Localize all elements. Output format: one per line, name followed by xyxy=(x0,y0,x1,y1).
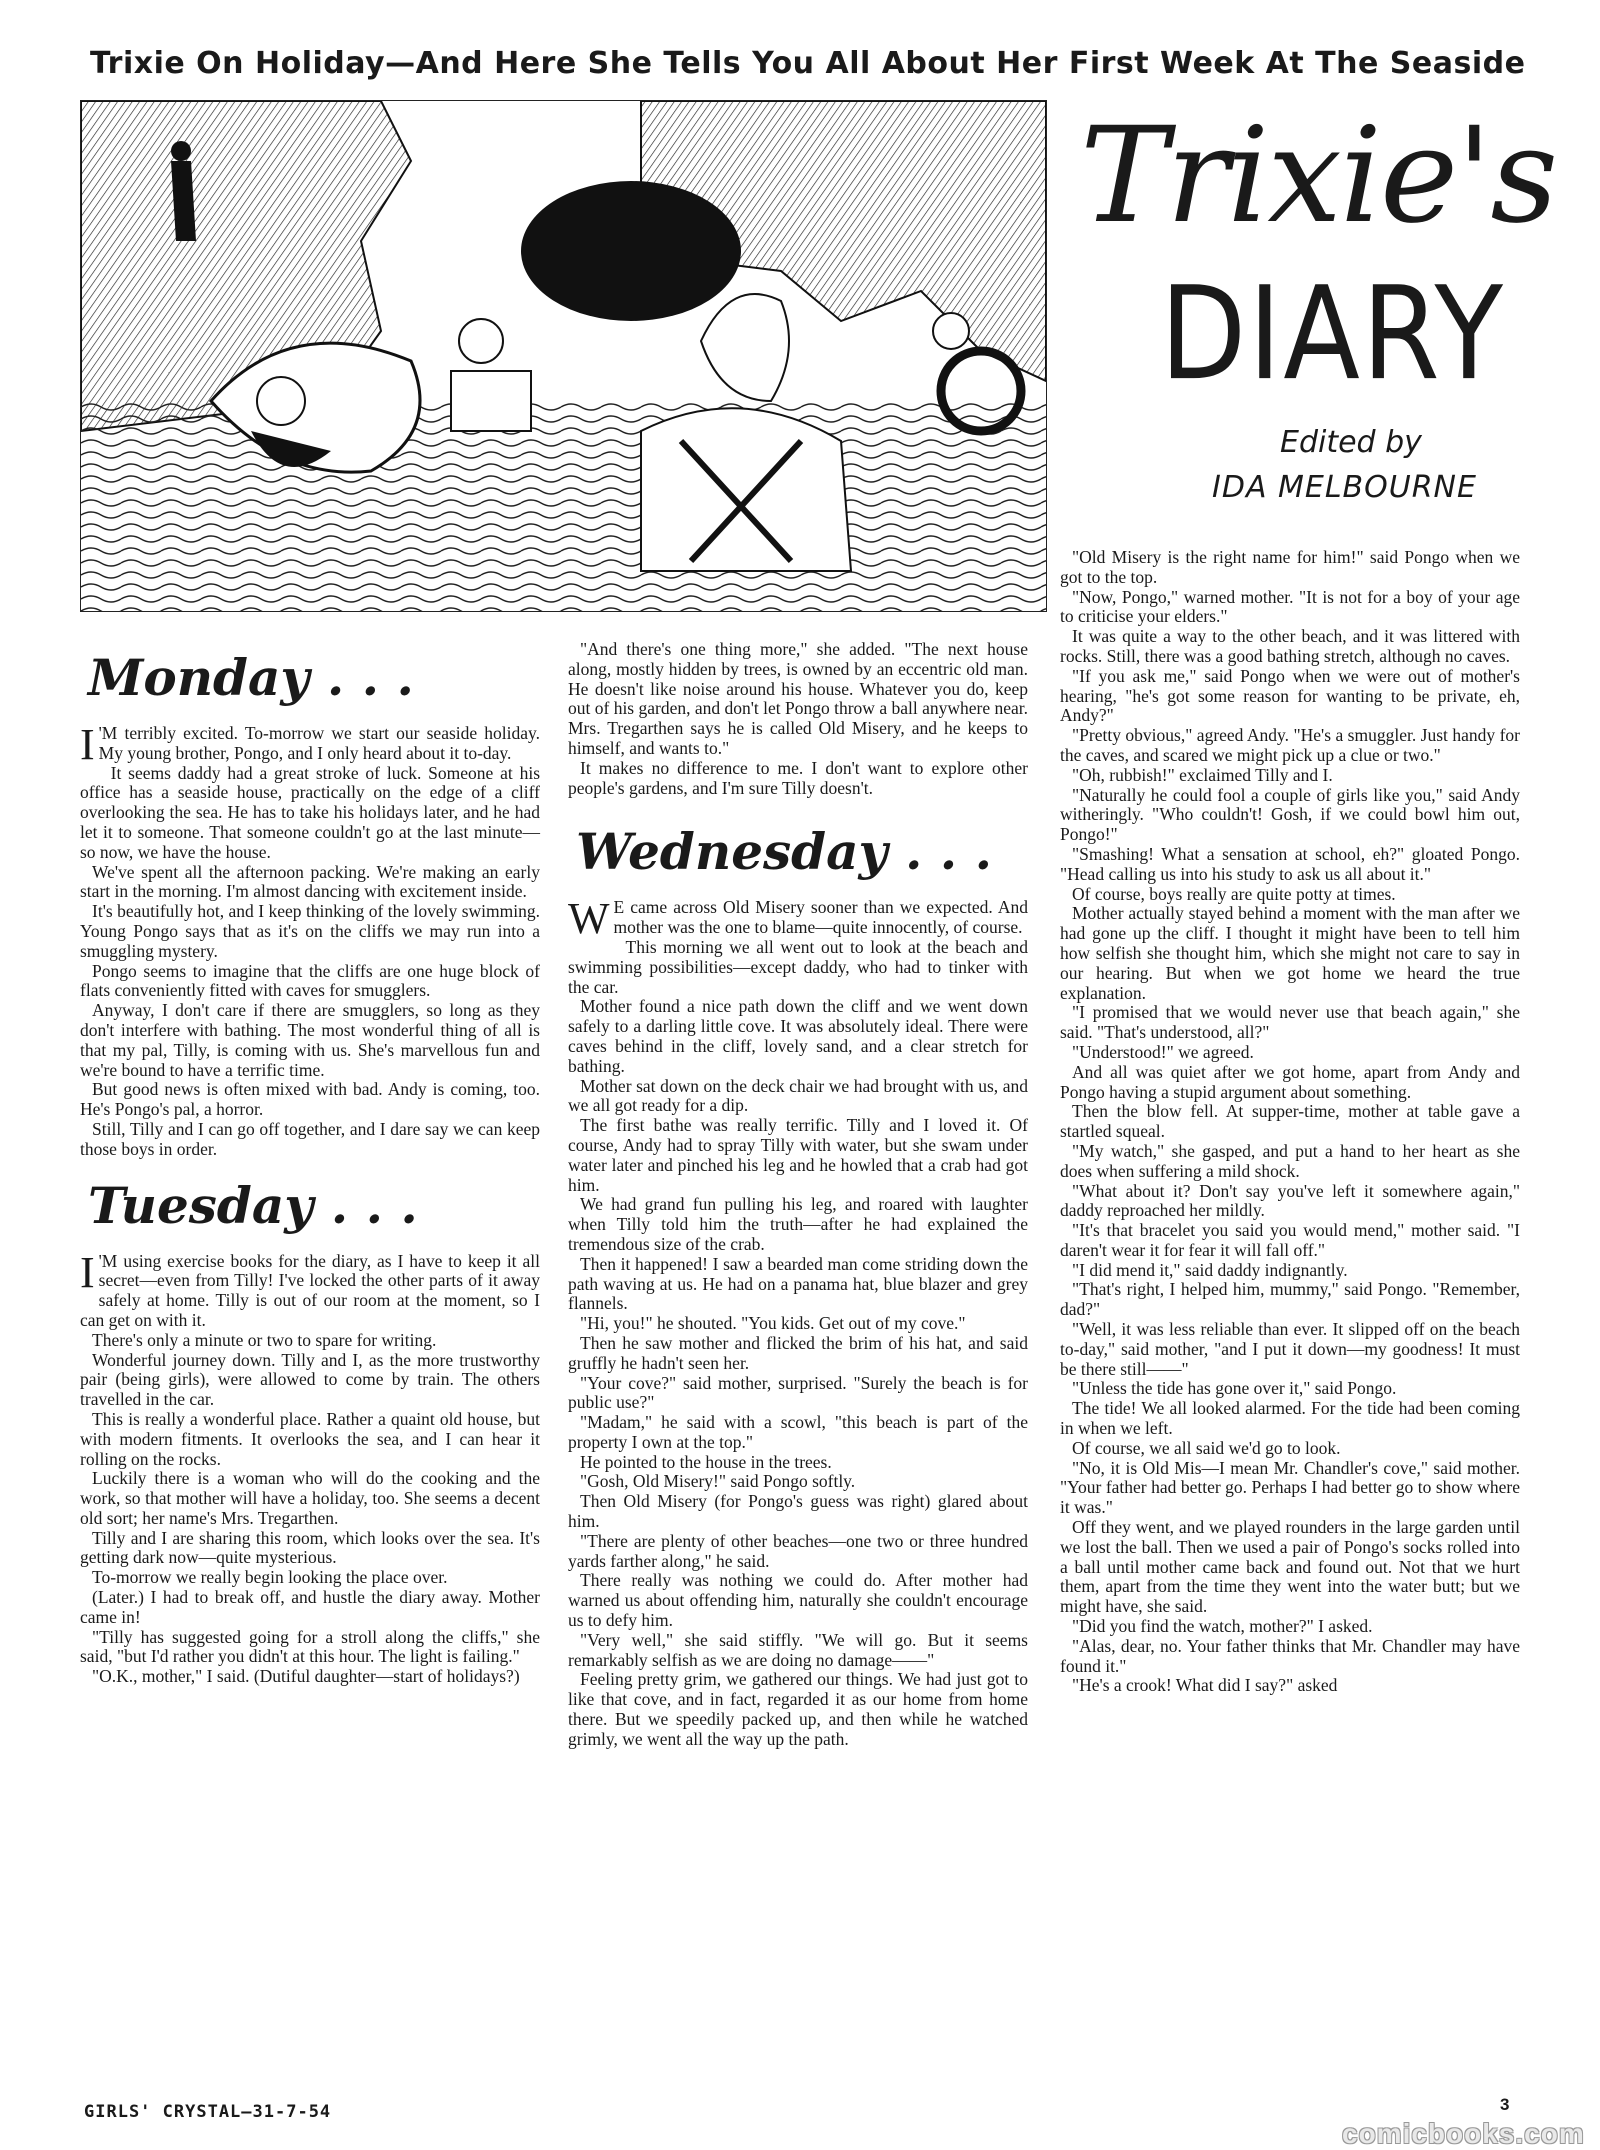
right-paragraph: "My watch," she gasped, and put a hand to her heart as she does when suffering a mild shock. xyxy=(1060,1140,1520,1181)
monday-paragraph: I 'M terribly excited. To-morrow we start our seaside holiday. My young brother, Pongo, and I only heard about it to-day. xyxy=(80,720,540,769)
right-paragraph: Of course, boys really are quite potty at times. xyxy=(1072,883,1396,904)
publication-footer: GIRLS' CRYSTAL—31-7-54 xyxy=(84,2102,332,2122)
monday-paragraph: Pongo seems to imagine that the cliffs are one huge block of flats conveniently fitted with caves for smugglers. xyxy=(80,960,540,1001)
tuesday-paragraph: "Tilly has suggested going for a stroll along the cliffs," she said, "but I'd rather you didn't at this hour. The light is failing." xyxy=(80,1626,540,1667)
right-paragraph: "I did mend it," said daddy indignantly. xyxy=(1072,1259,1348,1280)
monday-paragraph: We've spent all the afternoon packing. We're making an early start in the morning. I'm almost dancing with excitement inside. xyxy=(80,861,540,902)
wednesday-paragraph: "Madam," he said with a scowl, "this beach is part of the property I own at the top." xyxy=(568,1412,1028,1452)
middle-paragraph: It makes no difference to me. I don't want to explore other people's gardens, and I'm sure Tilly doesn't. xyxy=(568,757,1028,798)
wednesday-paragraph: "Very well," she said stiffly. "We will go. But it seems remarkably selfish as we are doing no damage——" xyxy=(568,1629,1028,1670)
monday-paragraph: But good news is often mixed with bad. Andy is coming, too. He's Pongo's pal, a horror. xyxy=(80,1079,540,1120)
seaside-cove-illustration xyxy=(80,100,1047,612)
drop-cap: W xyxy=(568,894,610,944)
wednesday-paragraph: "Your cove?" said mother, surprised. "Surely the beach is for public use?" xyxy=(568,1372,1028,1413)
wednesday-paragraph: Then he saw mother and flicked the brim of his hat, and said gruffly he hadn't seen her. xyxy=(568,1332,1028,1373)
right-paragraph: "That's right, I helped him, mummy," said Pongo. "Remember, dad?" xyxy=(1060,1279,1520,1320)
tuesday-paragraph: There's only a minute or two to spare for writing. xyxy=(92,1329,437,1350)
right-paragraph: Of course, we all said we'd go to look. xyxy=(1072,1437,1341,1458)
wednesday-paragraph: This morning we all went out to look at the beach and swimming possibilities—except daddy, who had to tinker with the car. xyxy=(568,936,1028,997)
right-paragraph: Mother actually stayed behind a moment with the man after we had gone up the cliff. I thought it might have been to tell him how selfish she thought him, which she might not care to say in our hearing. But when we got home we heard the true explanation. xyxy=(1060,903,1520,1003)
drop-cap: I xyxy=(80,720,95,769)
column-right xyxy=(1060,548,1520,1696)
right-paragraph: "Naturally he could fool a couple of girls like you," said Andy witheringly. "Who couldn't! Gosh, if we could bowl him out, Pongo!" xyxy=(1060,784,1520,845)
right-paragraph: "Understood!" we agreed. xyxy=(1072,1041,1254,1062)
seaside-cove-illustration-drawing xyxy=(81,101,1046,611)
tuesday-paragraph: To-morrow we really begin looking the place over. xyxy=(92,1567,448,1588)
wednesday-paragraph: The first bathe was really terrific. Tilly and I loved it. Of course, Andy had to spray Tilly with water, but she swam under water later and pinched his leg and he howled that a crab had got him. xyxy=(568,1115,1028,1195)
drop-cap: I xyxy=(80,1247,95,1297)
wednesday-paragraph: W E came across Old Misery sooner than we expected. And mother was the one to blame—quite innocently, of course. xyxy=(568,894,1028,944)
wednesday-paragraph: "There are plenty of other beaches—one two or three hundred yards farther along," he said. xyxy=(568,1530,1028,1571)
column-left xyxy=(80,640,540,1687)
page-number: 3 xyxy=(1500,2095,1510,2114)
right-paragraph: And all was quiet after we got home, apart from Andy and Pongo having a stupid argument about something. xyxy=(1060,1061,1520,1102)
wednesday-paragraph: Then it happened! I saw a bearded man come striding down the path waving at us. He had on a panama hat, blue blazer and grey flannels. xyxy=(568,1253,1028,1314)
editor-name: IDA MELBOURNE xyxy=(1212,470,1477,505)
wednesday-paragraph: We had grand fun pulling his leg, and roared with laughter when Tilly told him the truth—after he had explained the tremendous size of the crab. xyxy=(568,1194,1028,1254)
tuesday-paragraph: "O.K., mother," I said. (Dutiful daughter—start of holidays?) xyxy=(92,1666,520,1687)
wednesday-paragraph: "Hi, you!" he shouted. "You kids. Get out of my cove." xyxy=(580,1313,966,1334)
right-paragraph: "I promised that we would never use that beach again," she said. "That's understood, all?" xyxy=(1060,1002,1520,1043)
right-paragraph: "Now, Pongo," warned mother. "It is not for a boy of your age to criticise your elders." xyxy=(1060,586,1520,627)
right-paragraph: "No, it is Old Mis—I mean Mr. Chandler's cove," said mother. "Your father had better go. Perhaps I had better go to show where it was." xyxy=(1060,1457,1520,1518)
wednesday-paragraph: There really was nothing we could do. After mother had warned us about offending him, naturally she couldn't encourage us to defy him. xyxy=(568,1570,1028,1631)
column-middle xyxy=(568,640,1028,1750)
right-paragraph: "Did you find the watch, mother?" I asked. xyxy=(1072,1616,1373,1637)
right-paragraph: "Smashing! What a sensation at school, eh?" gloated Pongo. "Head calling us into his study to ask us all about it." xyxy=(1060,843,1520,884)
right-paragraph: "It's that bracelet you said you would mend," mother said. "I daren't wear it for fear it will fall off." xyxy=(1060,1220,1520,1260)
heading-tuesday: Tuesday . . . xyxy=(88,1175,418,1235)
title-script: Trixie's xyxy=(1080,99,1557,253)
monday-paragraph: It seems daddy had a great stroke of luck. Someone at his office has a seaside house, practically on the edge of a cliff overlooking the sea. He has to take his holidays later, and he had let it to someone. That someone couldn't go at the last minute—so now, we have the house. xyxy=(80,762,540,862)
monday-paragraph: Still, Tilly and I can go off together, and I dare say we can keep those boys in order. xyxy=(80,1118,540,1159)
right-paragraph: "Well, it was less reliable than ever. It slipped off on the beach to-day," said mother, "and I put it down—my goodness! It must be there still——" xyxy=(1060,1319,1520,1379)
watermark: comicbooks.com xyxy=(1342,2118,1585,2149)
right-paragraph: "What about it? Don't say you've left it somewhere again," daddy reproached her mildly. xyxy=(1060,1180,1520,1221)
right-paragraph: It was quite a way to the other beach, and it was littered with rocks. Still, there was a good bathing stretch, although no caves. xyxy=(1060,626,1520,666)
page-headline: Trixie On Holiday—And Here She Tells You All About Her First Week At The Seaside xyxy=(90,46,1526,81)
right-paragraph: The tide! We all looked alarmed. For the tide had been coming in when we left. xyxy=(1060,1398,1520,1439)
right-paragraph: "If you ask me," said Pongo when we were out of mother's hearing, "he's got some reason for wanting to be private, eh, Andy?" xyxy=(1060,665,1520,726)
wednesday-paragraph: "Gosh, Old Misery!" said Pongo softly. xyxy=(580,1471,856,1492)
tuesday-paragraph: Wonderful journey down. Tilly and I, as the more trustworthy pair (being girls), were allowed to come by train. The others travelled in the car. xyxy=(80,1349,540,1410)
wednesday-paragraph: Feeling pretty grim, we gathered our things. We had just got to like that cove, and in fact, regarded it as our home from home there. But we speedily packed up, and then while he watched grimly, we went all the way up the path. xyxy=(568,1669,1028,1749)
wednesday-paragraph: He pointed to the house in the trees. xyxy=(580,1451,832,1472)
tuesday-paragraph: Tilly and I are sharing this room, which looks over the sea. It's getting dark now—quite mysterious. xyxy=(80,1527,540,1568)
tuesday-paragraph: (Later.) I had to break off, and hustle the diary away. Mother came in! xyxy=(80,1587,540,1627)
heading-monday: Monday . . . xyxy=(88,648,414,707)
wednesday-paragraph: Then Old Misery (for Pongo's guess was right) glared about him. xyxy=(568,1491,1028,1532)
right-paragraph: Off they went, and we played rounders in the large garden until we lost the ball. Then we used a pair of Pongo's socks rolled into a ball until mother came back and found out. Not that we hurt them, apart from the time they went into the water butt; but we might have, she said. xyxy=(1060,1517,1520,1617)
right-paragraph: "Alas, dear, no. Your father thinks that Mr. Chandler may have found it." xyxy=(1060,1635,1520,1676)
tuesday-paragraph: I 'M using exercise books for the diary, as I have to keep it all secret—even from Tilly! I've locked the other parts of it away safely at home. Tilly is out of our room at the moment, so I can get on with it. xyxy=(80,1247,540,1330)
right-paragraph: "Oh, rubbish!" exclaimed Tilly and I. xyxy=(1072,764,1333,785)
right-paragraph: "Old Misery is the right name for him!" said Pongo when we got to the top. xyxy=(1060,547,1520,587)
right-paragraph: Then the blow fell. At supper-time, mother at table gave a startled squeal. xyxy=(1060,1101,1520,1142)
monday-paragraph: It's beautifully hot, and I keep thinking of the lovely swimming. Young Pongo says that as it's on the cliffs we may run into a smuggling mystery. xyxy=(80,901,540,961)
tuesday-paragraph: Luckily there is a woman who will do the cooking and the work, so that mother will have a holiday, too. She seems a decent old sort; her name's Mrs. Tregarthen. xyxy=(80,1468,540,1528)
title-diary: DIARY xyxy=(1160,259,1505,410)
right-paragraph: "Pretty obvious," agreed Andy. "He's a smuggler. Just handy for the caves, and scared we might pick up a clue or two." xyxy=(1060,725,1520,765)
tuesday-paragraph: This is really a wonderful place. Rather a quaint old house, but with modern fitments. It overlooks the sea, and I can hear it rolling on the rocks. xyxy=(80,1408,540,1469)
title-block xyxy=(1060,100,1560,550)
monday-paragraph: Anyway, I don't care if there are smugglers, so long as they don't interfere with bathing. The most wonderful thing of all is that my pal, Tilly, is coming with us. She's marvellous fun and we're bound to have a terrific time. xyxy=(80,1000,540,1080)
wednesday-paragraph: Mother found a nice path down the cliff and we went down safely to a darling little cove. It was absolutely ideal. There were caves behind in the cliff, lovely sand, and a clear stretch for bathing. xyxy=(568,996,1028,1076)
edited-by-label: Edited by xyxy=(1280,425,1422,460)
wednesday-paragraph: Mother sat down on the deck chair we had brought with us, and we all got ready for a dip. xyxy=(568,1075,1028,1116)
heading-wednesday: Wednesday . . . xyxy=(576,822,993,882)
right-paragraph: "He's a crook! What did I say?" asked xyxy=(1072,1675,1338,1696)
right-paragraph: "Unless the tide has gone over it," said Pongo. xyxy=(1072,1378,1397,1399)
middle-paragraph: "And there's one thing more," she added. "The next house along, mostly hidden by trees, is owned by an eccentric old man. He doesn't like noise around his house. Whatever you do, keep out of his garden, and don't let Pongo throw a ball anywhere near. Mrs. Tregarthen says he is called Old Misery, and he keeps to himself, and wants to." xyxy=(568,639,1028,758)
